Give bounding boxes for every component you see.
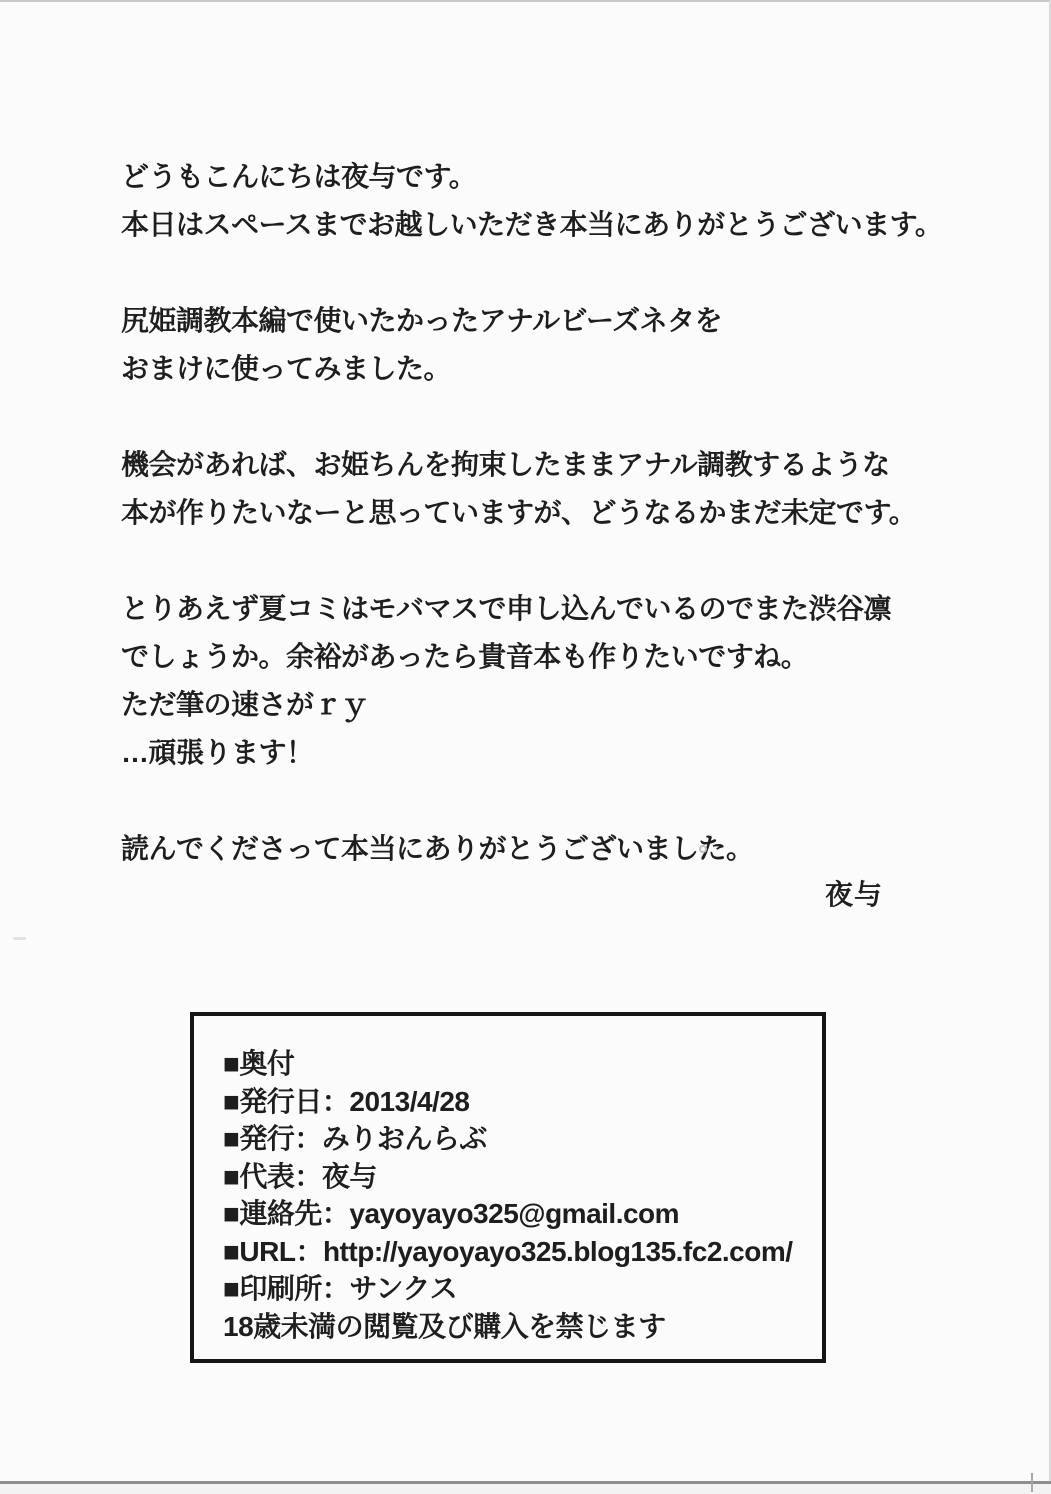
colophon-representative-line: ■代表：夜与 <box>223 1160 377 1192</box>
afterword-paragraph <box>121 825 981 873</box>
colophon-contact-email-line: ■連絡先：yayoyayo325@gmail.com <box>223 1198 680 1229</box>
afterword-paragraph <box>121 153 981 249</box>
afterword-line: どうもこんにちは夜与です。 <box>121 161 477 192</box>
afterword-line: 本日はスペースまでお越しいただき本当にありがとうございます。 <box>121 209 943 240</box>
afterword-line: 読んでくださって本当にありがとうございました。 <box>121 833 754 864</box>
author-signature: 夜与 <box>824 879 883 910</box>
colophon-title-line: ■奥付 <box>223 1048 295 1079</box>
afterword-line: 機会があれば、お姫ちんを拘束したままアナル調教するような <box>121 449 890 480</box>
afterword-line: …頑張ります！ <box>121 737 314 768</box>
afterword-paragraph <box>121 297 981 393</box>
afterword-paragraph <box>121 441 981 537</box>
afterword-line: 尻姫調教本編で使いたかったアナルビーズネタを <box>121 305 723 336</box>
scan-artifact-dash <box>13 937 26 940</box>
afterword-line: おまけに使ってみました。 <box>121 353 452 384</box>
scan-artifact-dot <box>699 845 707 853</box>
colophon-publish-date-line: ■発行日：2013/4/28 <box>223 1085 470 1117</box>
scan-edge-top <box>0 0 1051 2</box>
afterword-paragraph <box>121 585 981 777</box>
colophon-age-restriction-line: 18歳未満の閲覧及び購入を禁じます <box>223 1310 666 1342</box>
colophon-printer-line: ■印刷所：サンクス <box>223 1273 458 1304</box>
afterword-line: ただ筆の速さがｒｙ <box>121 689 369 720</box>
afterword-line: でしょうか。余裕があったら貴音本も作りたいですね。 <box>121 641 809 672</box>
colophon-box <box>190 1012 826 1363</box>
afterword-text-block <box>121 153 981 921</box>
scan-bottom-tick-mark <box>1031 1473 1033 1492</box>
afterword-line: とりあえず夏コミはモバマスで申し込んでいるのでまた渋谷凛 <box>121 593 892 624</box>
scan-edge-bottom-band <box>0 1484 1051 1494</box>
colophon-url-line: ■URL：http://yayoyayo325.blog135.fc2.com/ <box>223 1235 793 1267</box>
colophon-publisher-line: ■発行：みりおんらぶ <box>223 1123 487 1154</box>
afterword-line: 本が作りたいなーと思っていますが、どうなるかまだ未定です。 <box>121 497 917 528</box>
